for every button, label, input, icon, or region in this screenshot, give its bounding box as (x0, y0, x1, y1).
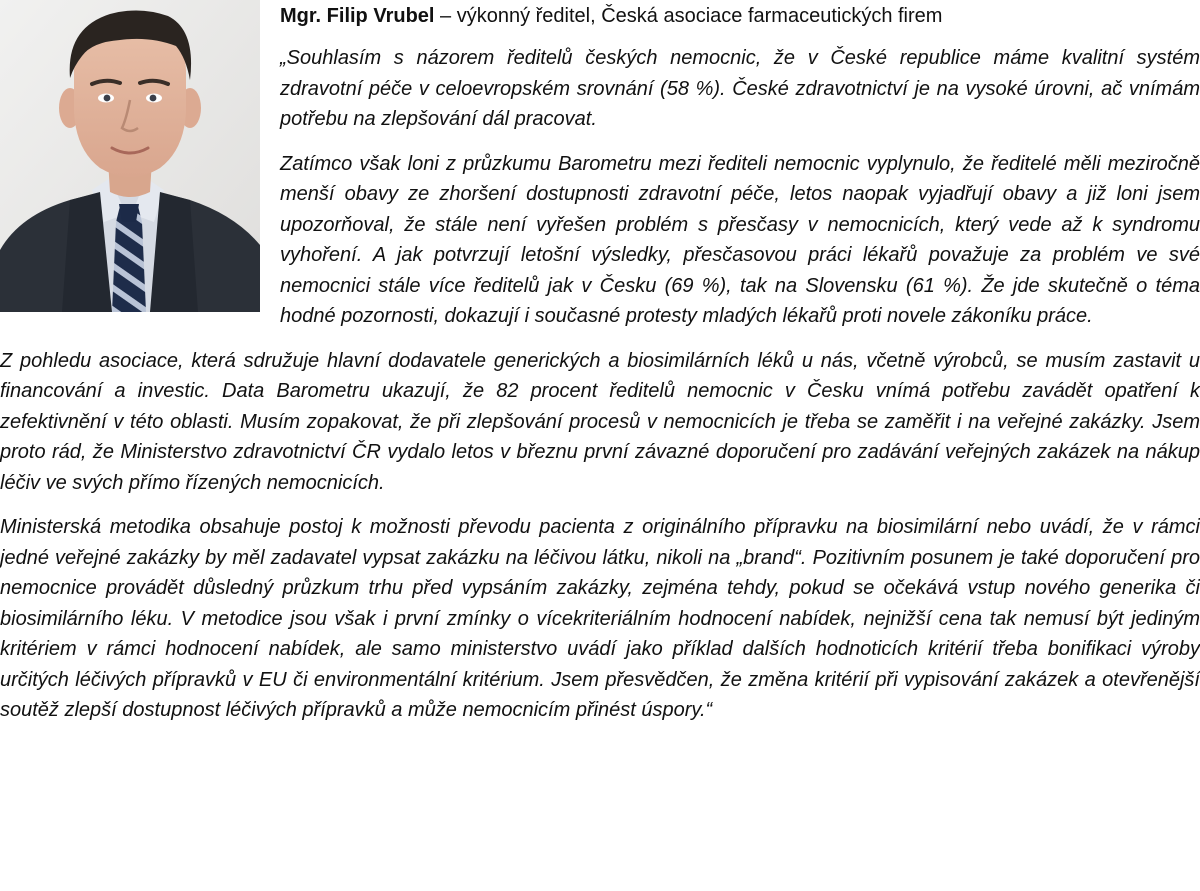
quote-paragraph-4: Ministerská metodika obsahuje postoj k možnosti převodu pacienta z originálního přípravku na biosimilární nebo uvádí, že v rámci jedné veřejné zakázky by měl zadavatel vypsat zakázku na léčivou látku, nikoli na „brand“. Pozitivním posunem je také doporučení pro nemocnice provádět důsledný průzkum trhu před vypsáním zakázky, zejména tehdy, pokud se očekává vstup nového generika či biosimilárního léku. V metodice jsou však i první zmínky o vícekriteriálním hodnocení nabídek, nejnižší cena tak nemusí být jediným kritériem v rámci hodnocení nabídek, ale samo ministerstvo uvádí jako příklad dalších hodnoticích kritérií třeba bonifikaci výroby určitých léčivých přípravků v EU či environmentální kritérium. Jsem přesvědčen, že změna kritérií při vypisování zakázek a otevřenější soutěž zlepší dostupnost léčivých přípravků a může nemocnicím přinést úspory.“ (0, 516, 1200, 721)
quote-paragraph-2: Zatímco však loni z průzkumu Barometru mezi řediteli nemocnic vyplynulo, že ředitelé měli meziročně menší obavy ze zhoršení dostupnosti zdravotní péče, letos naopak vyjadřují obavy a již loni jsem upozorňoval, že stále není vyřešen problém s přesčasy v nemocnicích, který vede až k syndromu vyhoření. A jak potvrzují letošní výsledky, přesčasovou práci lékařů považuje za problém ve své nemocnici stále více ředitelů jak v Česku (69 %), tak na Slovensku (61 %). Že jde skutečně o téma hodné pozornosti, dokazují i současné protesty mladých lékařů proti novele zákoníku práce. (280, 152, 1200, 327)
quote-paragraph-1: „Souhlasím s názorem ředitelů českých nemocnic, že v České republice máme kvalitní systém zdravotní péče v celoevropském srovnání (58 %). České zdravotnictví je na vysoké úrovni, ač vnímám potřebu na zlepšování dál pracovat. (280, 47, 1200, 130)
speaker-name: Mgr. Filip Vrubel (280, 5, 435, 27)
speaker-role: – výkonný ředitel, Česká asociace farmaceutických firem (434, 5, 943, 27)
portrait-illustration (0, 0, 260, 312)
quote-paragraph-3: Z pohledu asociace, která sdružuje hlavní dodavatele generických a biosimilárních léků u nás, včetně výrobců, se musím zastavit u financování a investic. Data Barometru ukazují, že 82 procent ředitelů nemocnic v Česku vnímá potřebu zavádět opatření k zefektivnění v této oblasti. Musím zopakovat, že při zlepšování procesů v nemocnicích je třeba se zaměřit i na veřejné zakázky. Jsem proto rád, že Ministerstvo zdravotnictví ČR vydalo letos v březnu první závazné doporučení pro zadávání veřejných zakázek na nákup léčiv ve svých přímo řízených nemocnicích. (0, 349, 1200, 494)
portrait-photo (0, 0, 260, 312)
